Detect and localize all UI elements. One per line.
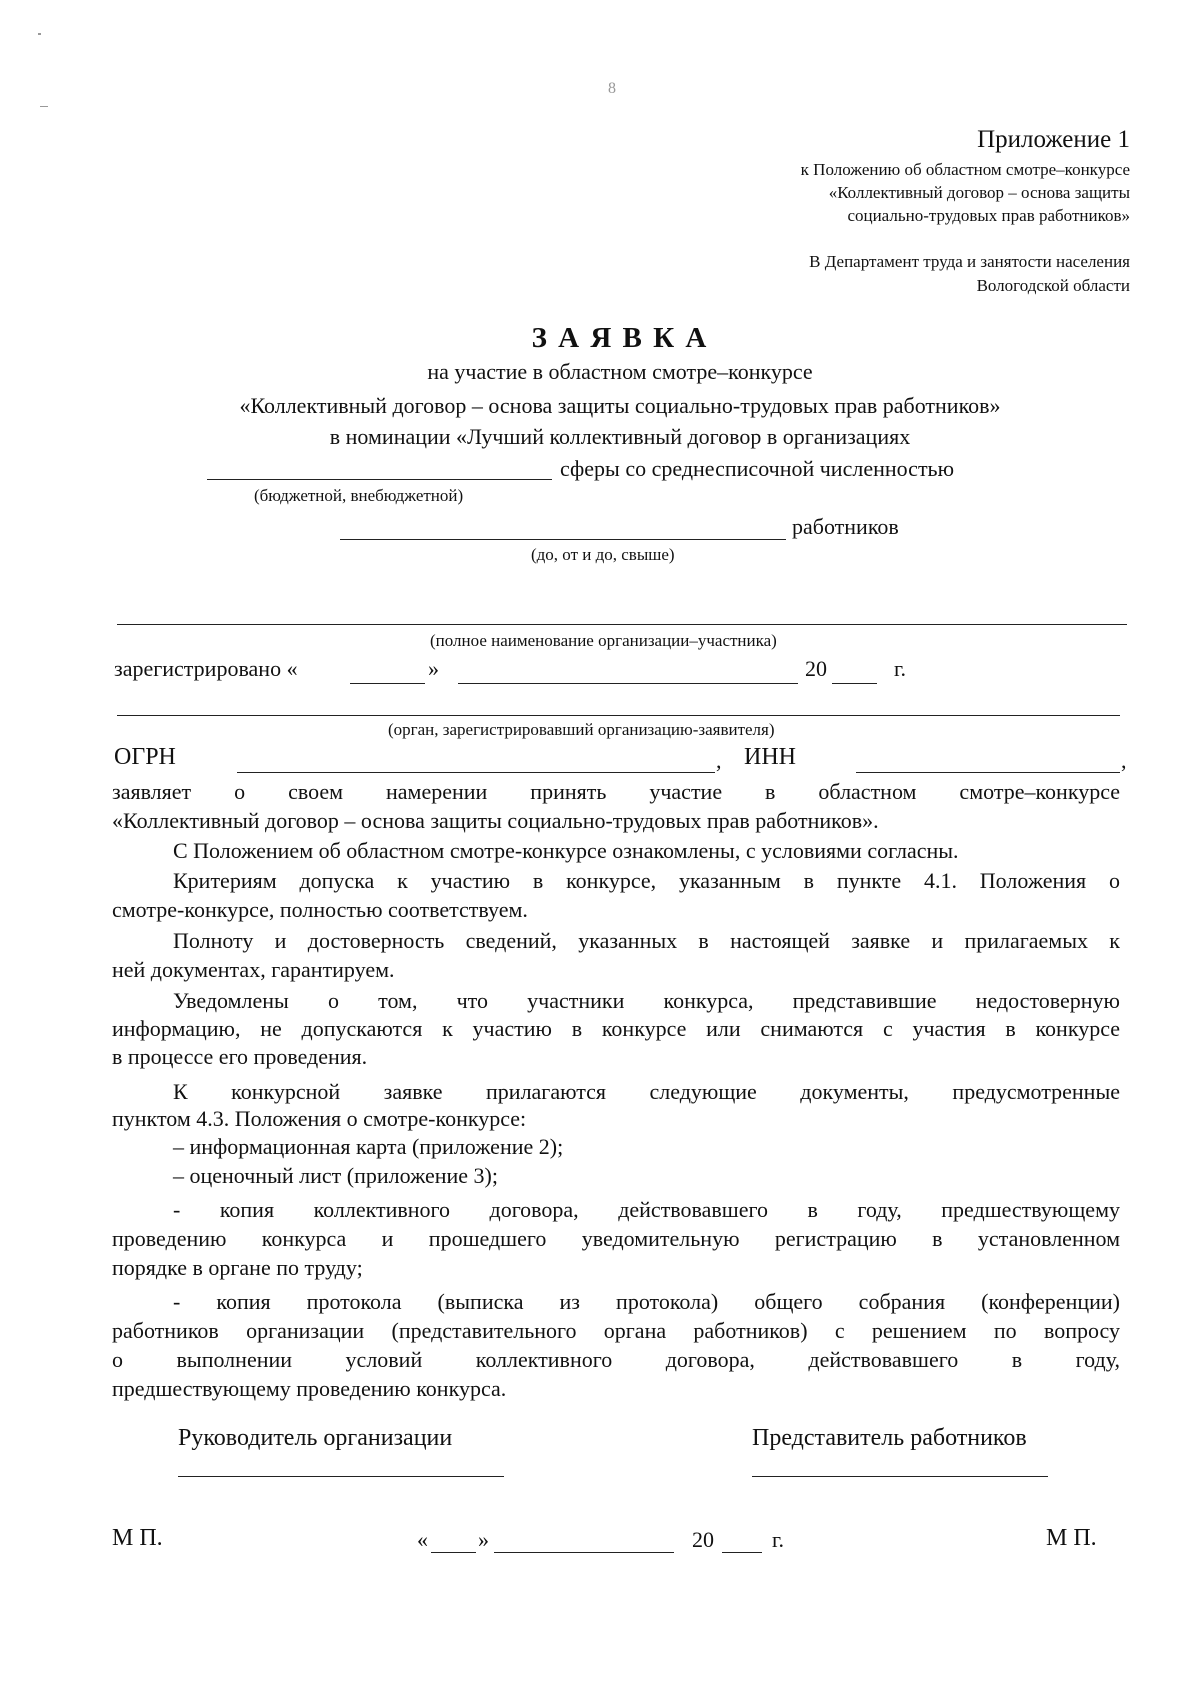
stamp-place-right: М П. [1046, 1525, 1097, 1551]
registered-year-prefix: 20 [805, 656, 827, 681]
paragraph-6-line-2: пунктом 4.3. Положения о смотре-конкурсе: [112, 1106, 527, 1131]
addressee-line-1: В Департамент труда и занятости населения [809, 252, 1130, 271]
paragraph-4-line-2: ней документах, гарантируем. [112, 957, 395, 982]
paragraph-1-line-1: заявляет о своем намерении принять участие в областном смотре–конкурсе [112, 779, 1120, 804]
scan-speck [38, 33, 41, 35]
registered-day-line [350, 683, 425, 684]
registered-close-quote: » [428, 656, 439, 681]
appendix-title: Приложение 1 [977, 126, 1130, 153]
registered-year-suffix: г. [894, 656, 907, 681]
attachment-item-2: – оценочный лист (приложение 3); [173, 1163, 498, 1188]
registered-month-line [458, 683, 798, 684]
attachment-item-4-line-2: работников организации (представительного органа работников) с решением по вопросу [112, 1318, 1120, 1343]
paragraph-5-line-1: Уведомлены о том, что участники конкурса, представившие недостоверную [173, 988, 1120, 1013]
paragraph-3-line-2: смотре-конкурсе, полностью соответствуем. [112, 897, 528, 922]
appendix-line-1: к Положению об областном смотре–конкурсе [800, 160, 1130, 179]
sign-date-close-quote: » [478, 1527, 489, 1552]
representative-signature-line [752, 1476, 1048, 1477]
appendix-line-2: «Коллективный договор – основа защиты [828, 183, 1130, 202]
attachment-item-3-line-2: проведению конкурса и прошедшего уведомительную регистрацию в установленном [112, 1226, 1120, 1251]
sphere-blank-line [207, 479, 552, 480]
org-name-line [117, 624, 1127, 625]
paragraph-5-line-2: информацию, не допускаются к участию в конкурсе или снимаются с участия в конкурсе [112, 1016, 1120, 1041]
workers-label: работников [792, 514, 899, 539]
org-name-hint: (полное наименование организации–участника) [430, 631, 777, 650]
ogrn-label: ОГРН [114, 744, 176, 770]
heading-line-3: в номинации «Лучший коллективный договор в организациях [329, 424, 911, 449]
sign-date-year-suffix: г. [772, 1527, 785, 1552]
addressee-line-2: Вологодской области [976, 276, 1130, 295]
appendix-line-3: социально-трудовых прав работников» [847, 206, 1130, 225]
workers-representative-label: Представитель работников [752, 1425, 1027, 1451]
registered-year-line [832, 683, 877, 684]
head-of-organization-label: Руководитель организации [178, 1425, 453, 1451]
registrar-hint: (орган, зарегистрировавший организацию-заявителя) [388, 720, 775, 739]
workers-hint: (до, от и до, свыше) [531, 545, 675, 564]
inn-comma: , [1121, 748, 1127, 773]
attachment-item-1: – информационная карта (приложение 2); [173, 1134, 564, 1159]
sign-date-open-quote: « [417, 1527, 428, 1552]
sign-date-day-line [431, 1552, 476, 1553]
paragraph-2: С Положением об областном смотре-конкурсе ознакомлены, с условиями согласны. [173, 838, 959, 863]
inn-field-line [856, 772, 1120, 773]
ogrn-comma: , [716, 748, 722, 773]
sign-date-year-prefix: 20 [692, 1527, 714, 1552]
attachment-item-4-line-4: предшествующему проведению конкурса. [112, 1376, 507, 1401]
attachment-item-3-line-3: порядке в органе по труду; [112, 1255, 363, 1280]
attachment-item-3-line-1: - копия коллективного договора, действовавшего в году, предшествующему [173, 1197, 1120, 1222]
paragraph-6-line-1: К конкурсной заявке прилагаются следующие документы, предусмотренные [173, 1079, 1120, 1104]
stamp-place-left: М П. [112, 1525, 163, 1551]
head-signature-line [178, 1476, 504, 1477]
page-number: 8 [608, 80, 616, 97]
inn-label: ИНН [744, 744, 796, 770]
sign-date-month-line [494, 1552, 674, 1553]
registered-label: зарегистрировано « [114, 656, 298, 681]
attachment-item-4-line-1: - копия протокола (выписка из протокола) общего собрания (конференции) [173, 1289, 1120, 1314]
paragraph-5-line-3: в процессе его проведения. [112, 1044, 368, 1069]
workers-blank-line [340, 539, 786, 540]
attachment-item-4-line-3: о выполнении условий коллективного договора, действовавшего в году, [112, 1347, 1120, 1372]
ogrn-field-line [237, 772, 715, 773]
sign-date-year-line [722, 1552, 762, 1553]
heading-line-1: на участие в областном смотре–конкурсе [427, 359, 813, 384]
registrar-line [117, 715, 1120, 716]
paragraph-1-line-2: «Коллективный договор – основа защиты социально-трудовых прав работников». [112, 808, 879, 833]
scan-speck [40, 106, 48, 107]
paragraph-4-line-1: Полноту и достоверность сведений, указанных в настоящей заявке и прилагаемых к [173, 928, 1120, 953]
paragraph-3-line-1: Критериям допуска к участию в конкурсе, указанным в пункте 4.1. Положения о [173, 868, 1120, 893]
heading-line-2: «Коллективный договор – основа защиты социально-трудовых прав работников» [239, 393, 1001, 418]
sphere-hint: (бюджетной, внебюджетной) [254, 486, 464, 505]
sphere-label: сферы со среднесписочной численностью [560, 456, 955, 481]
application-title: З А Я В К А [531, 322, 709, 354]
